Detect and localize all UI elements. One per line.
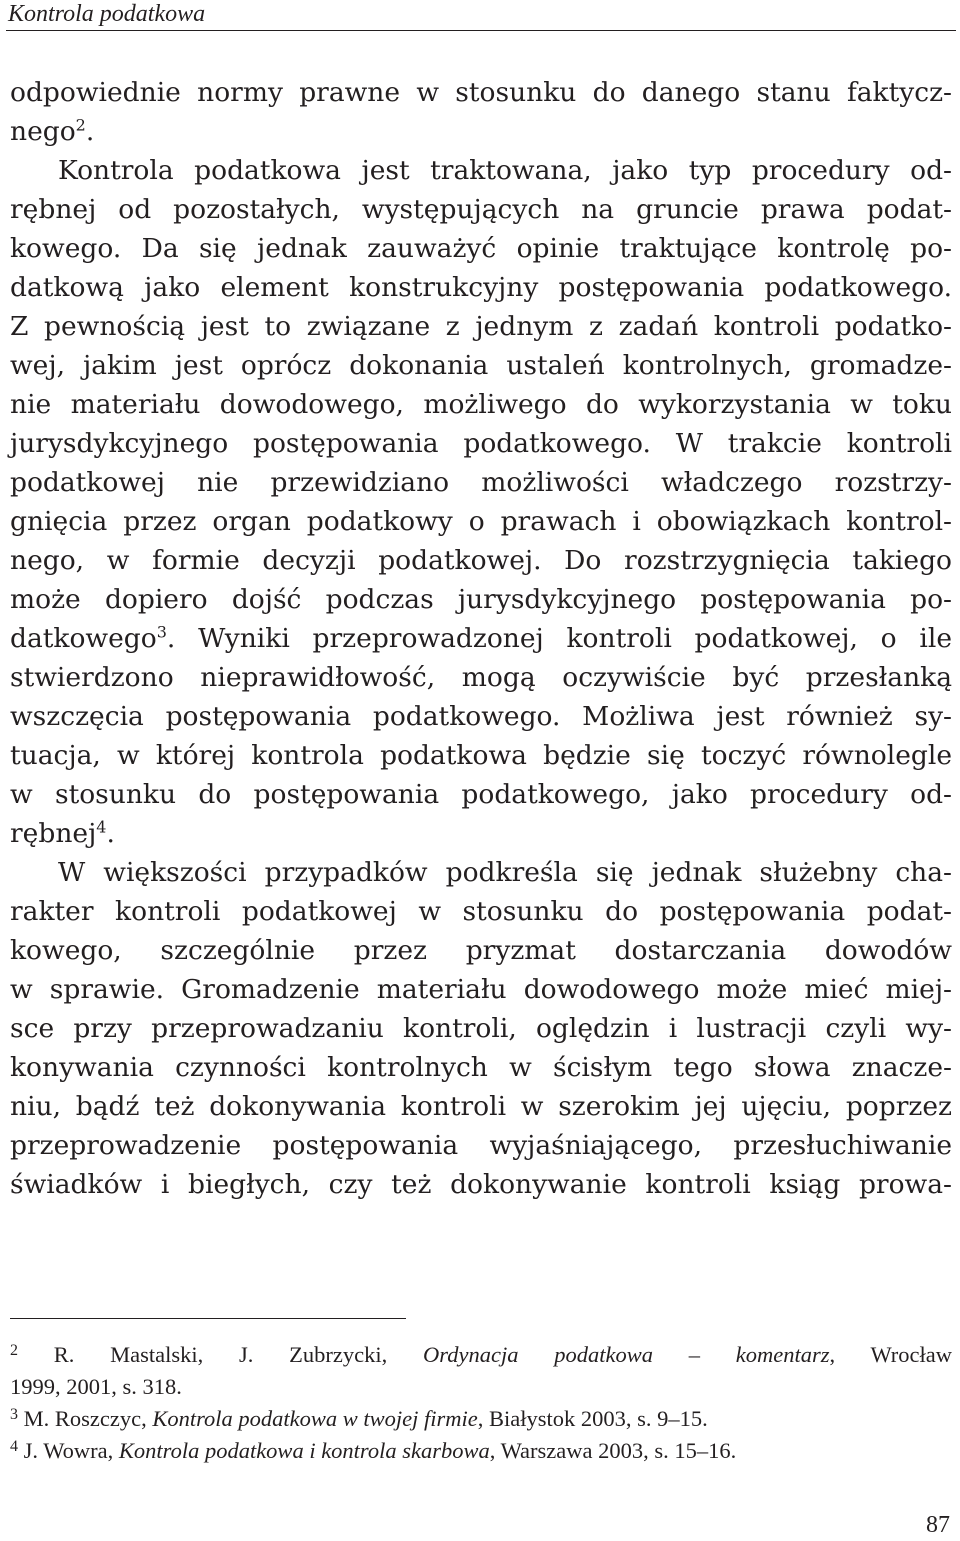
footnote-2-continuation: 1999, 2001, s. 318.	[10, 1374, 182, 1399]
footnote-text: R. Mastalski, J. Zubrzycki,	[53, 1342, 424, 1367]
text-line: konywania czynności kontrolnych w ścisłym tego słowa znacze-	[10, 1052, 952, 1083]
text-line: jurysdykcyjnego postępowania podatkowego. W trakcie kontroli	[10, 428, 952, 459]
text-line: w sprawie. Gromadzenie materiału dowodowego może mieć miej-	[10, 974, 952, 1005]
text-line: świadków i biegłych, czy też dokonywanie kontroli ksiąg prowa-	[10, 1169, 952, 1200]
footnote-4	[10, 1435, 952, 1467]
footnote-ref-2: 2	[75, 115, 86, 135]
footnote-title: Ordynacja podatkowa – komentarz	[423, 1342, 830, 1367]
text-line: sce przy przeprowadzaniu kontroli, oględzin i lustracji czyli wy-	[10, 1013, 952, 1044]
text-line: przeprowadzenie postępowania wyjaśniającego, przesłuchiwanie	[10, 1130, 952, 1161]
footnote-mark: 2	[10, 1341, 18, 1359]
header-rule	[6, 30, 956, 31]
text-line: gnięcia przez organ podatkowy o prawach i obowiązkach kontrol-	[10, 506, 952, 537]
text-line: wej, jakim jest oprócz dokonania ustaleń kontrolnych, gromadze-	[10, 350, 952, 381]
footnote-ref-4: 4	[96, 817, 107, 837]
footnote-mark: 3	[10, 1405, 18, 1423]
text-line: tuacja, w której kontrola podatkowa będzie się toczyć równolegle	[10, 740, 952, 771]
body-text	[10, 73, 952, 1204]
text-line: stwierdzono nieprawidłowość, mogą oczywiście być przesłanką	[10, 662, 952, 693]
text-line: rębnej od pozostałych, występujących na gruncie prawa podat-	[10, 194, 952, 225]
text-line: nie materiału dowodowego, możliwego do wykorzystania w toku	[10, 389, 952, 420]
running-header: Kontrola podatkowa	[8, 1, 206, 27]
text-segment: nego	[10, 116, 76, 147]
text-line: kowego. Da się jednak zauważyć opinie traktujące kontrolę po-	[10, 233, 952, 264]
footnote-title: Kontrola podatkowa w twojej firmie	[152, 1406, 478, 1431]
text-segment: datkowego	[10, 623, 157, 654]
text-line: podatkowej nie przewidziano możliwości władczego rozstrzy-	[10, 467, 952, 498]
text-line	[10, 619, 952, 658]
text-line: może dopiero dojść podczas jurysdykcyjnego postępowania po-	[10, 584, 952, 615]
footnote-3	[10, 1403, 952, 1435]
text-line: wszczęcia postępowania podatkowego. Możliwa jest również sy-	[10, 701, 952, 732]
text-line: kowego, szczególnie przez pryzmat dostarczania dowodów	[10, 935, 952, 966]
footnote-text: , Warszawa 2003, s. 15–16.	[489, 1438, 737, 1463]
footnote-ref-3: 3	[156, 622, 167, 642]
text-segment: . Wyniki przeprowadzonej kontroli podatkowej, o ile	[166, 623, 952, 654]
footnotes	[10, 1339, 952, 1467]
text-line: Kontrola podatkowa jest traktowana, jako typ procedury od-	[58, 155, 952, 186]
text-line: datkową jako element konstrukcyjny postępowania podatkowego.	[10, 272, 952, 303]
text-line: Z pewnością jest to związane z jednym z zadań kontroli podatko-	[10, 311, 952, 342]
text-line: W większości przypadków podkreśla się jednak służebny cha-	[58, 857, 952, 888]
text-line	[10, 112, 952, 151]
text-line: nego, w formie decyzji podatkowej. Do rozstrzygnięcia takiego	[10, 545, 952, 576]
text-line: w stosunku do postępowania podatkowego, jako procedury od-	[10, 779, 952, 810]
footnote-text: , Wrocław	[829, 1342, 953, 1367]
footnote-2	[10, 1339, 952, 1371]
text-line: odpowiednie normy prawne w stosunku do danego stanu faktycz-	[10, 77, 952, 108]
text-line: rakter kontroli podatkowej w stosunku do postępowania podat-	[10, 896, 952, 927]
text-line: niu, bądź też dokonywania kontroli w szerokim jej ujęciu, poprzez	[10, 1091, 952, 1122]
text-segment: rębnej	[10, 818, 97, 849]
footnote-title: Kontrola podatkowa i kontrola skarbowa	[118, 1438, 490, 1463]
footnote-rule	[10, 1318, 406, 1319]
text-line	[10, 814, 952, 853]
footnote-mark: 4	[10, 1437, 18, 1455]
page-number: 87	[926, 1512, 950, 1538]
text-segment: .	[106, 818, 115, 849]
footnote-text: M. Roszczyc,	[23, 1406, 153, 1431]
footnote-text: , Białystok 2003, s. 9–15.	[477, 1406, 708, 1431]
footnote-text: J. Wowra,	[23, 1438, 119, 1463]
text-segment: .	[85, 116, 95, 147]
